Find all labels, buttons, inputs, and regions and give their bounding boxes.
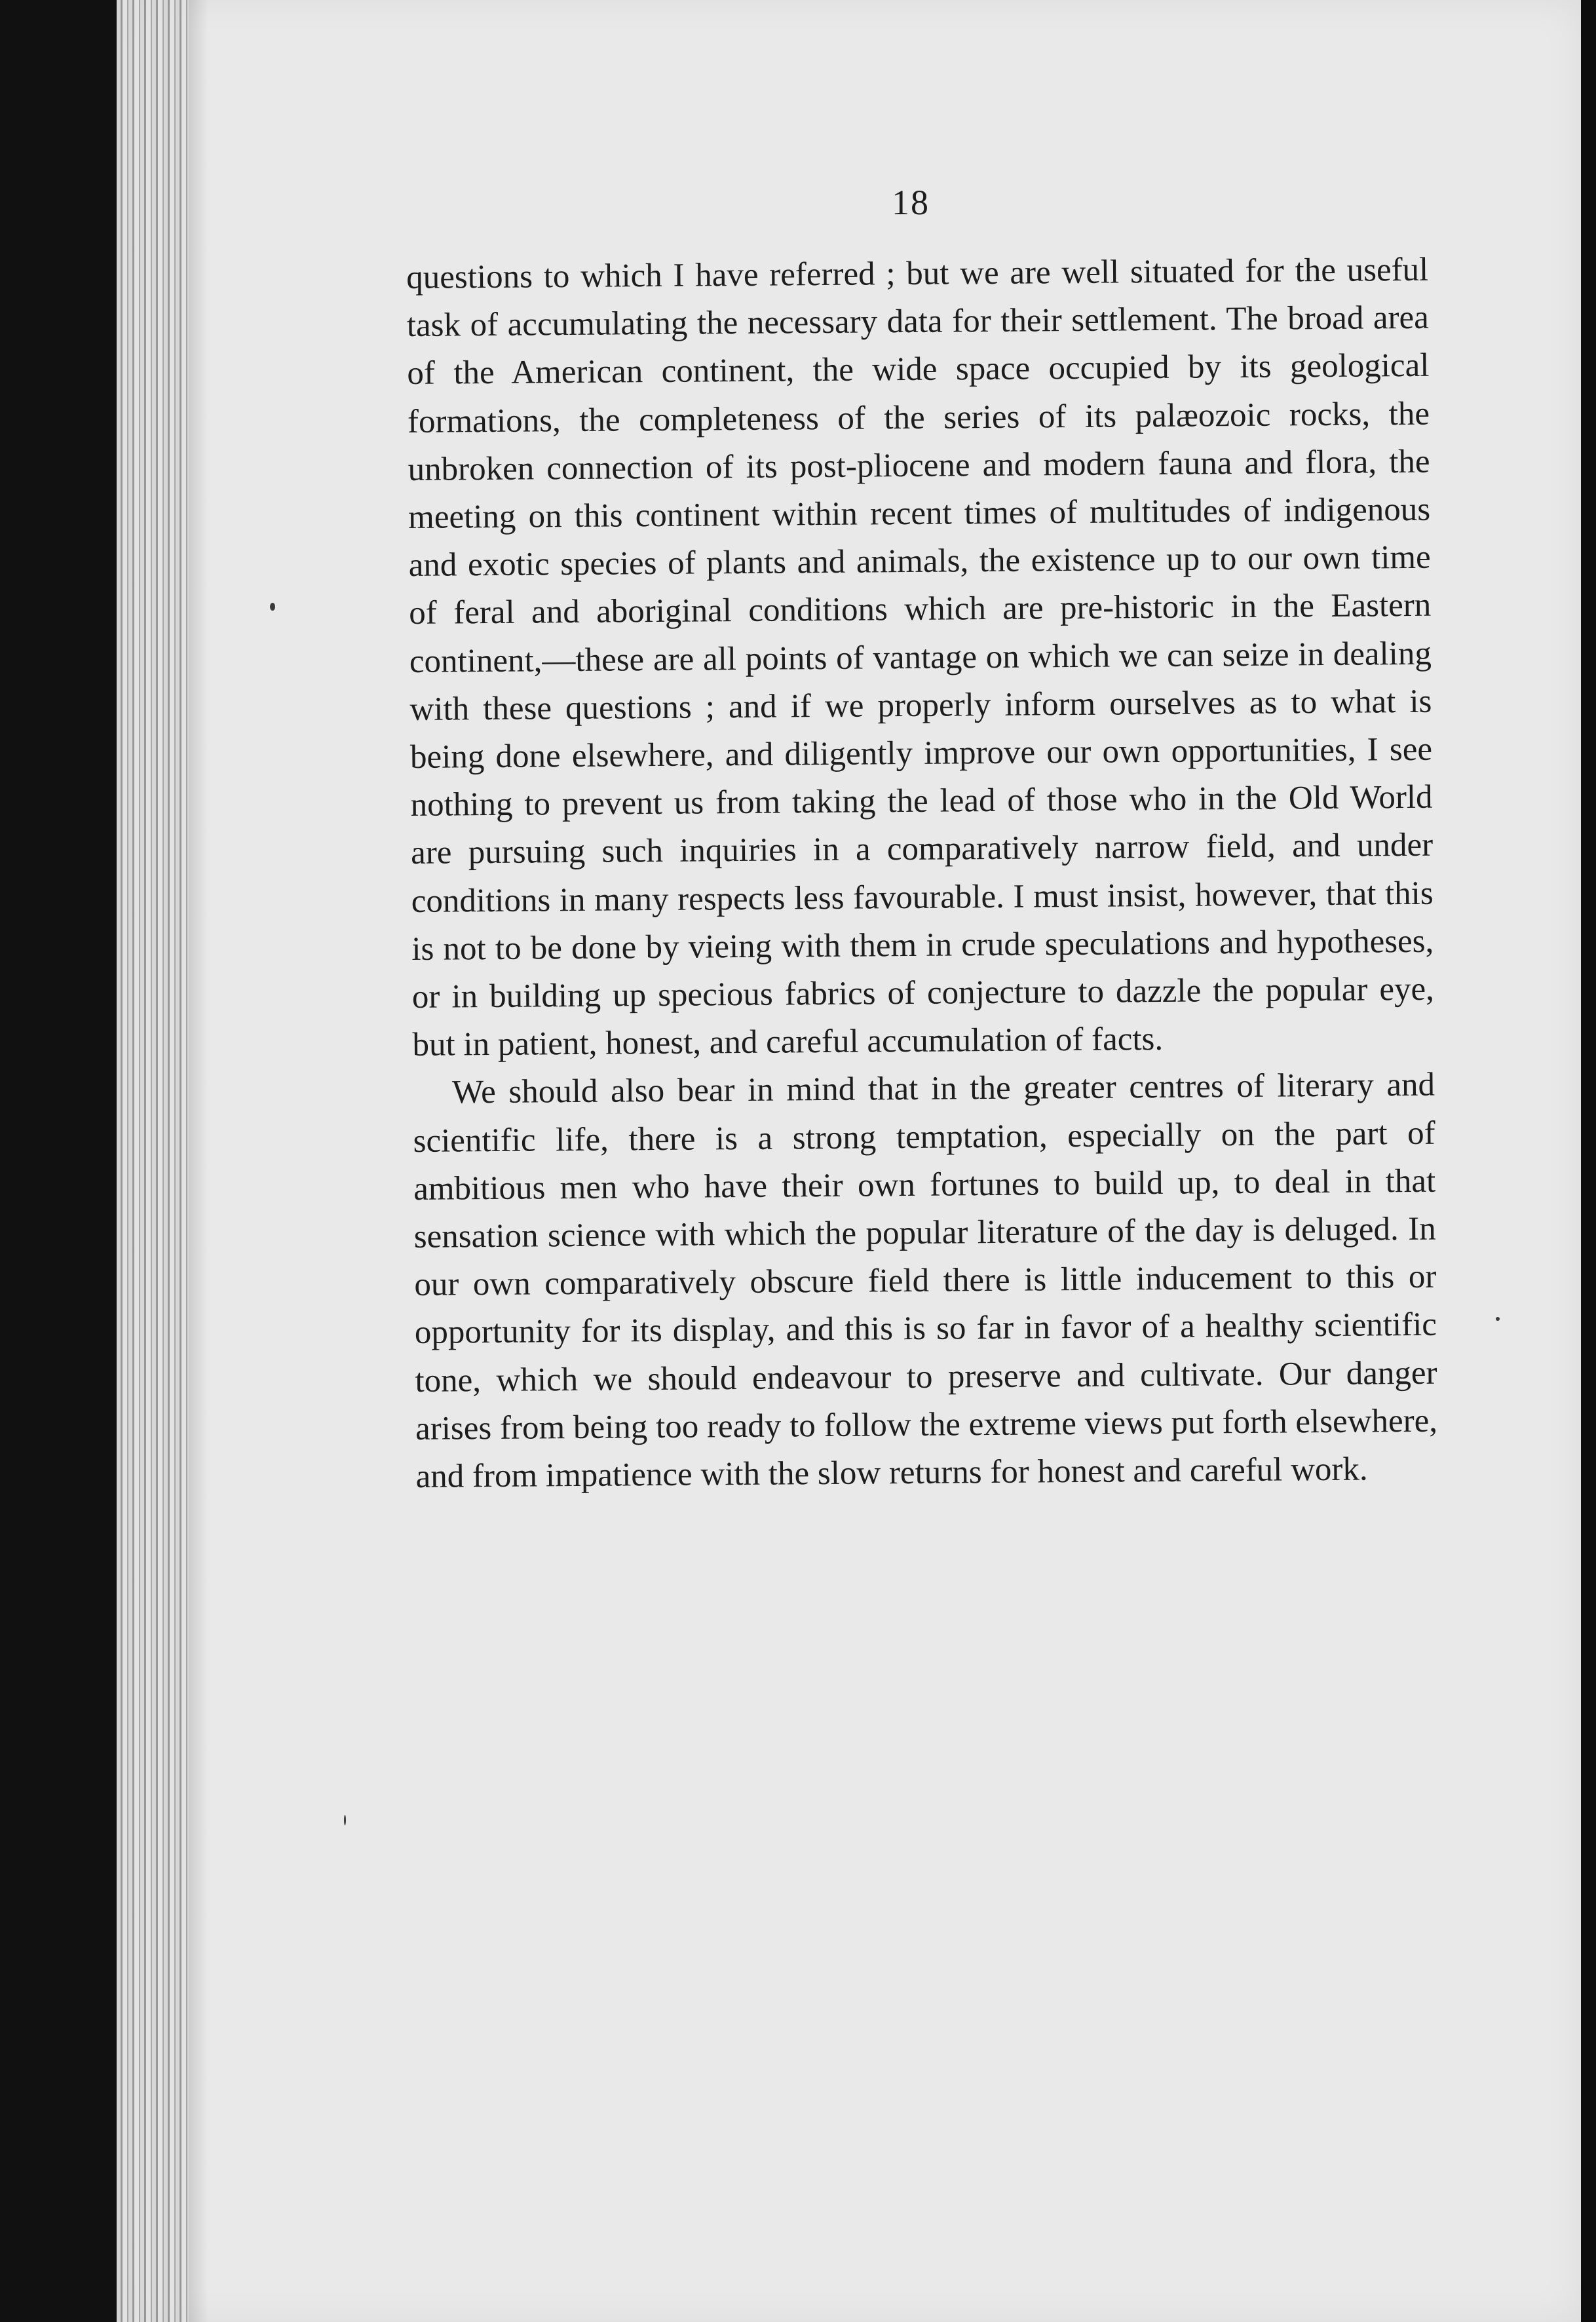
scan-right-border: [1581, 0, 1596, 2322]
page-number: 18: [892, 183, 930, 222]
gutter-shadow: [189, 0, 208, 2322]
page-stack-edges: [117, 0, 189, 2322]
paragraph-continued: questions to which I have referred ; but we are well situated for the useful task of accumulating the necessary data for their settlement. The broad area of the American continent, the wide space occupied by its geological formations, the completeness of the series of its palæozoic rocks, the unbroken connection of its post-pliocene and modern fauna and flora, the meeting on this continent within recent times of multitudes of indigenous and exotic species of plants and animals, the existence up to our own time of feral and aboriginal conditions which are pre-historic in the Eastern continent,—these are all points of vantage on which we can seize in dealing with these questions ; and if we properly inform ourselves as to what is being done elsewhere, and diligently improve our own opportunities, I see nothing to prevent us from taking the lead of those who in the Old World are pursuing such inquiries in a comparatively narrow field, and under conditions in many respects less favourable. I must insist, however, that this is not to be done by vieing with them in crude speculations and hypotheses, or in building up specious fabrics of conjecture to dazzle the popular eye, but in patient, honest, and careful accumulation of facts.: [406, 251, 1435, 1064]
body-text: [406, 246, 1438, 1501]
paper-speck: [270, 603, 275, 611]
paragraph: We should also bear in mind that in the greater centres of literary and scientific life, there is a strong temptation, especially on the part of ambitious men who have their own fortunes to build up, to deal in that sensation science with which the popular literature of the day is deluged. In our own comparatively obscure field there is little inducement to this or opportunity for its display, and this is so far in favor of a healthy scientific tone, which we should endeavour to preserve and cultivate. Our danger arises from being too ready to follow the extreme views put forth elsewhere, and from impatience with the slow returns for honest and careful work.: [413, 1067, 1438, 1496]
paper-speck: [1496, 1317, 1500, 1321]
paper-speck: [344, 1815, 346, 1825]
